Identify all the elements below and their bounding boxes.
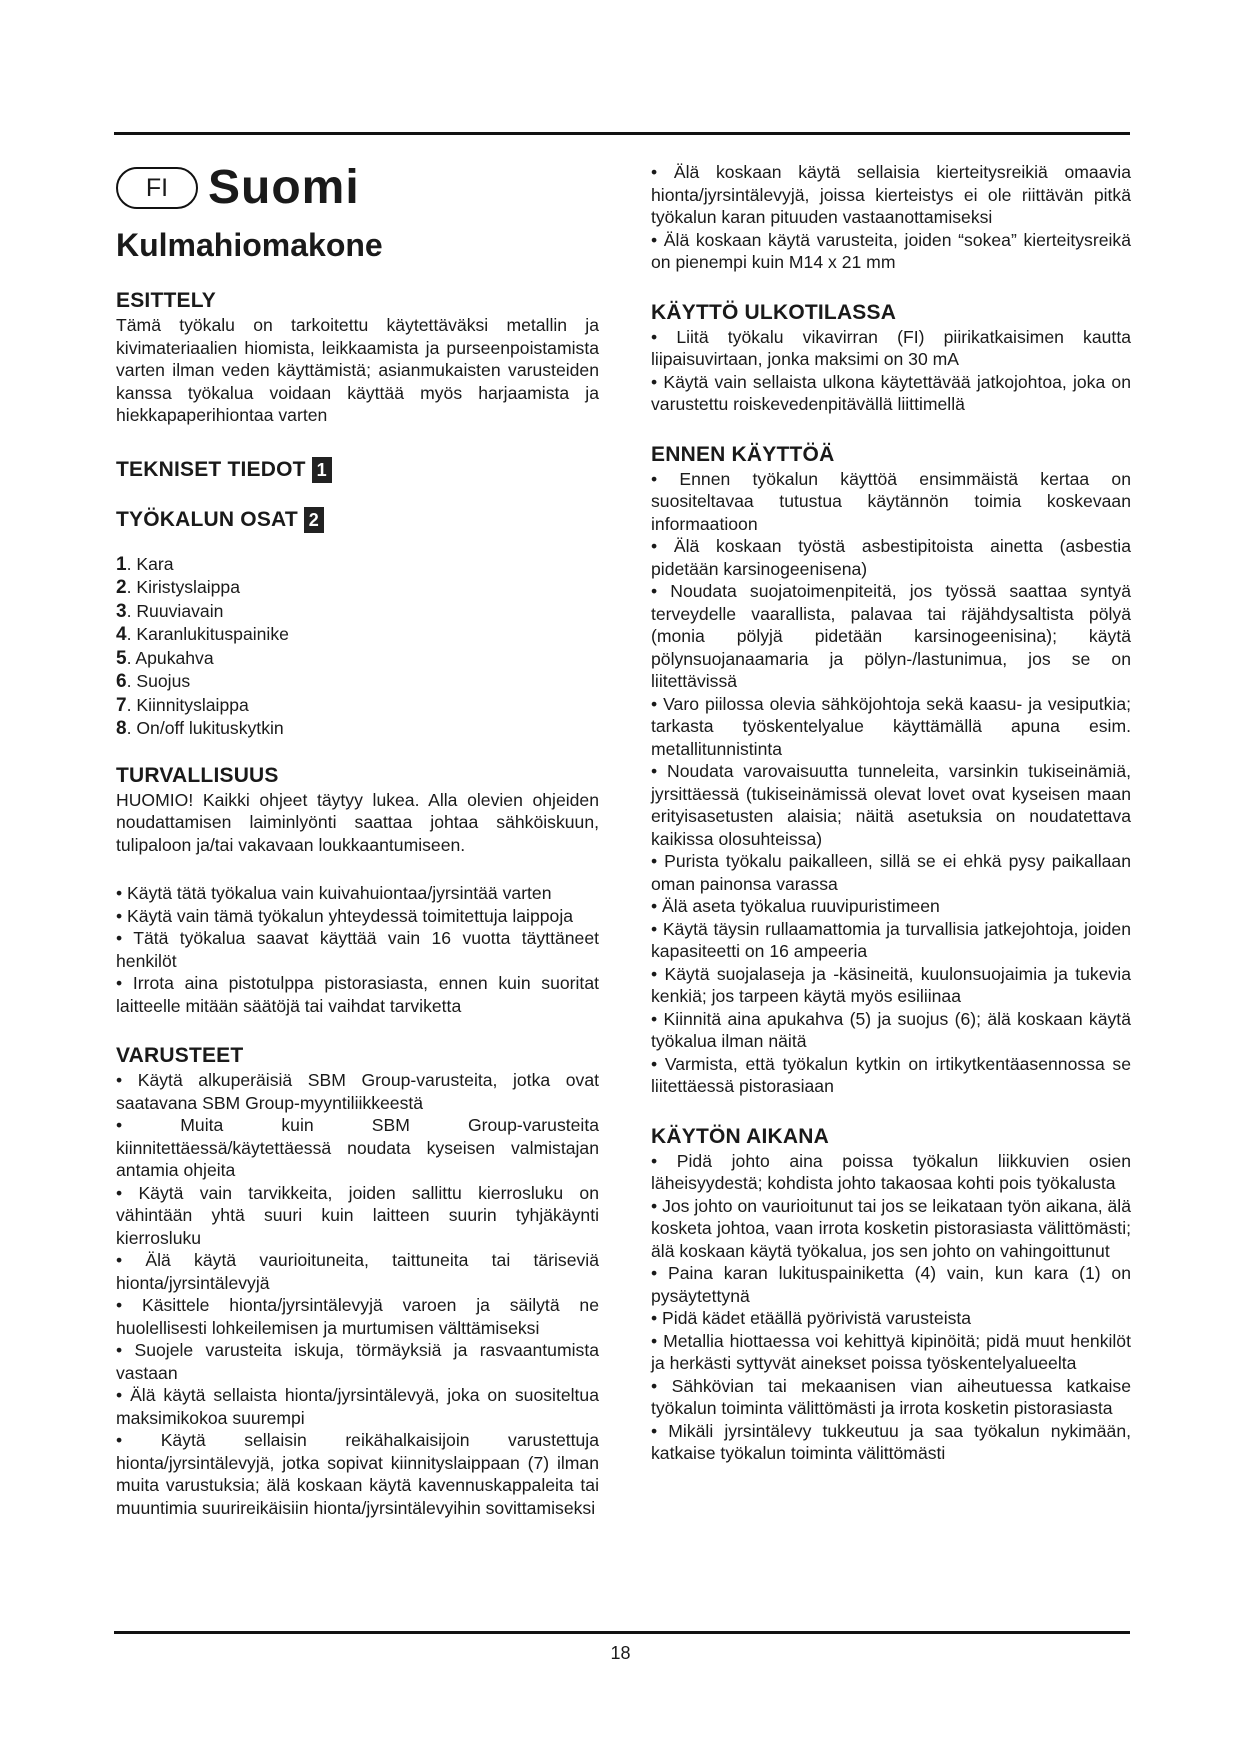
document-title: Kulmahiomakone [116,227,383,263]
bullet-item: • Tätä työkalua saavat käyttää vain 16 vuotta täyttäneet henkilöt [116,928,599,971]
bullet-item: • Käytä tätä työkalua vain kuivahuiontaa/jyrsintää varten [116,883,552,903]
bullet-item: • Käytä sellaisin reikähalkaisijoin varustettuja hionta/jyrsintälevyjä, jotka sopivat kiinnityslaippaan (7) ilman muita varustuksia; älä koskaan käytä kavennuskappaleita tai muuntimia suurireikäisiin hionta/jyrsintälevyihin sovittamiseksi [116,1430,599,1518]
parts-list [116,553,599,741]
bullet-item: • Kiinnitä aina apukahva (5) ja suojus (6); älä koskaan käytä työkalua ilman näitä [651,1008,1131,1051]
bullet-item: • Varmista, että työkalun kytkin on irtikytkentäasennossa se liitettäessä pistorasiaan [651,1053,1131,1096]
bullet-item: • Metallia hiottaessa voi kehittyä kipinöitä; pidä muut henkilöt ja herkästi syttyvät ainekset poissa työskentelyalueelta [651,1330,1131,1373]
turvallisuus-intro: HUOMIO! Kaikki ohjeet täytyy lukea. Alla olevien ohjeiden noudattamisen laiminlyönti saattaa johtaa sähköiskuun, tulipaloon ja/tai vakavaan loukkaantumiseen. [116,789,599,855]
bullet-item: • Purista työkalu paikalleen, sillä se ei ehkä pysy paikallaan oman painonsa varassa [651,851,1131,894]
section-heading-ennen-kayttoa: ENNEN KÄYTTÖÄ [651,442,835,466]
left-column [116,160,599,1519]
bullet-item: • Käytä vain sellaista ulkona käytettävää jatkojohtoa, joka on varustettu roiskevedenpitävällä liittimellä [651,371,1131,414]
bullet-item: • Älä koskaan käytä sellaisia kierteitysreikiä omaavia hionta/jyrsintälevyjä, joissa kierteistys ei ole riittävän pitkä työkalun karan pituuden vastaanottamiseksi [651,162,1131,227]
bullet-item: • Älä koskaan käytä varusteita, joiden “sokea” kierteitysreikä on pienempi kuin M14 x 21 mm [651,229,1131,272]
bullet-item: • Älä käytä vaurioituneita, taittuneita tai täriseviä hionta/jyrsintälevyjä [116,1250,599,1293]
bullet-item: • Noudata suojatoimenpiteitä, jos työssä saattaa syntyä terveydelle vaarallista, palavaa tai räjähdysaltista pölyä (monia pölyjä pidetään karsinogeenisina); käytä pölynsuojanaamaria ja pölyn-/lastunimua, jos se on liitettävissä [651,581,1131,691]
bullet-item: • Käytä alkuperäisiä SBM Group-varusteita, jotka ovat saatavana SBM Group-myyntiliikkeestä [116,1070,599,1113]
bullet-item: • Sähkövian tai mekaanisen vian aiheutuessa katkaise työkalun toiminta välittömästi ja irrota kosketin pistorasiasta [651,1375,1131,1418]
right-column [651,161,1131,1465]
section-heading-tekniset-tiedot [116,457,599,483]
bullet-item: • Liitä työkalu vikavirran (FI) piirikatkaisimen kautta liipaisuvirtaan, jonka maksimi on 30 mA [651,326,1131,369]
osat-heading-label: TYÖKALUN OSAT [116,507,298,531]
figure-ref-badge: 1 [312,457,332,483]
bullet-item: • Käytä suojalaseja ja -käsineitä, kuulonsuojaimia ja tukevia kenkiä; jos tarpeen käytä myös esiliinaa [651,963,1131,1006]
section-heading-kayton-aikana: KÄYTÖN AIKANA [651,1124,829,1148]
parts-list-item: 6. Suojus [116,671,191,692]
bullet-item: • Suojele varusteita iskuja, törmäyksiä ja rasvaantumista vastaan [116,1340,599,1383]
section-heading-tyokalun-osat [116,507,599,533]
language-header [116,160,599,216]
parts-list-item: 2. Kiristyslaippa [116,577,241,598]
bullet-item: • Älä käytä sellaista hionta/jyrsintälevyä, joka on suositeltua maksimikokoa suurempi [116,1385,599,1428]
bullet-item: • Älä aseta työkalua ruuvipuristimeen [651,896,940,916]
bullet-item: • Varo piilossa olevia sähköjohtoja sekä kaasu- ja vesiputkia; tarkasta työskentelyalue käyttämällä apuna esim. metallitunnistinta [651,693,1131,759]
bullet-item: • Jos johto on vaurioitunut tai jos se leikataan työn aikana, älä kosketa johtoa, vaan irrota kosketin pistorasiasta välittömästi; älä koskaan käytä työkalua, jos sen johto on vahingoittunut [651,1195,1131,1261]
bullet-item: • Käsittele hionta/jyrsintälevyjä varoen ja säilytä ne huolellisesti lohkeilemisen ja murtumisen välttämiseksi [116,1295,599,1338]
bullet-item: • Pidä kädet etäällä pyörivistä varusteista [651,1308,972,1328]
bullet-item: • Mikäli jyrsintälevy tukkeutuu ja saa työkalun nykimään, katkaise työkalun toiminta välittömästi [651,1420,1131,1463]
bullet-item: • Irrota aina pistotulppa pistorasiasta, ennen kuin suoritat laitteelle mitään säätöjä tai vaihdat tarviketta [116,973,599,1016]
parts-list-item: 7. Kiinnityslaippa [116,694,249,716]
section-heading-kaytto-ulkotilassa: KÄYTTÖ ULKOTILASSA [651,300,897,324]
parts-list-item: 3. Ruuviavain [116,600,224,622]
parts-list-item: 8. On/off lukituskytkin [116,718,284,739]
section-heading-varusteet: VARUSTEET [116,1044,244,1067]
bullet-item: • Älä koskaan työstä asbestipitoista ainetta (asbestia pidetään karsinogeenisena) [651,536,1131,579]
esittely-text: Tämä työkalu on tarkoitettu käytettäväksi metallin ja kivimateriaalien hiomista, leikkaamista ja purseenpoistamista varten ilman veden käyttämistä; asianmukaisten varusteiden kanssa työkalua voidaan käyttää myös harjaamista ja hiekkapaperihiontaa varten [116,315,599,425]
top-rule [114,132,1130,135]
figure-ref-badge: 2 [304,507,324,533]
parts-list-item: 1. Kara [116,553,174,575]
language-code-badge: FI [116,167,198,209]
bullet-item: • Käytä vain tarvikkeita, joiden sallittu kierrosluku on vähintään yhtä suuri kuin laitteen suurin tyhjäkäynti kierrosluku [116,1182,599,1248]
tekniset-heading-label: TEKNISET TIEDOT [116,457,306,481]
bullet-item: • Muita kuin SBM Group-varusteita kiinnitettäessä/käytettäessä noudata kyseisen valmistajan antamia ohjeita [116,1115,599,1180]
section-heading-esittely: ESITTELY [116,289,217,312]
bullet-item: • Pidä johto aina poissa työkalun liikkuvien osien läheisyydestä; kohdista johto takaosaa kohti pois työkalusta [651,1150,1131,1193]
bullet-item: • Käytä vain tämä työkalun yhteydessä toimitettuja laippoja [116,905,574,926]
bullet-item: • Ennen työkalun käyttöä ensimmäistä kertaa on suositeltavaa tutustua käytännön toimia koskevaan informaatioon [651,468,1131,534]
bullet-item: • Käytä täysin rullaamattomia ja turvallisia jatkejohtoja, joiden kapasiteetti on 16 ampeeria [651,918,1131,961]
parts-list-item: 5. Apukahva [116,647,214,669]
section-heading-turvallisuus: TURVALLISUUS [116,763,279,787]
parts-list-item: 4. Karanlukituspainike [116,624,289,645]
language-name: Suomi [208,160,360,214]
bullet-item: • Noudata varovaisuutta tunneleita, varsinkin tukiseinämiä, jyrsittäessä (tukiseinämissä olevat lovet ovat kyseisen maan erityisasetusten alaisia; näitä asetuksia on noudatettava kaikissa olosuhteissa) [651,761,1131,849]
bottom-rule [114,1631,1130,1634]
bullet-item: • Paina karan lukituspainiketta (4) vain, kun kara (1) on pysäytettynä [651,1263,1131,1306]
page-number: 18 [610,1643,631,1663]
